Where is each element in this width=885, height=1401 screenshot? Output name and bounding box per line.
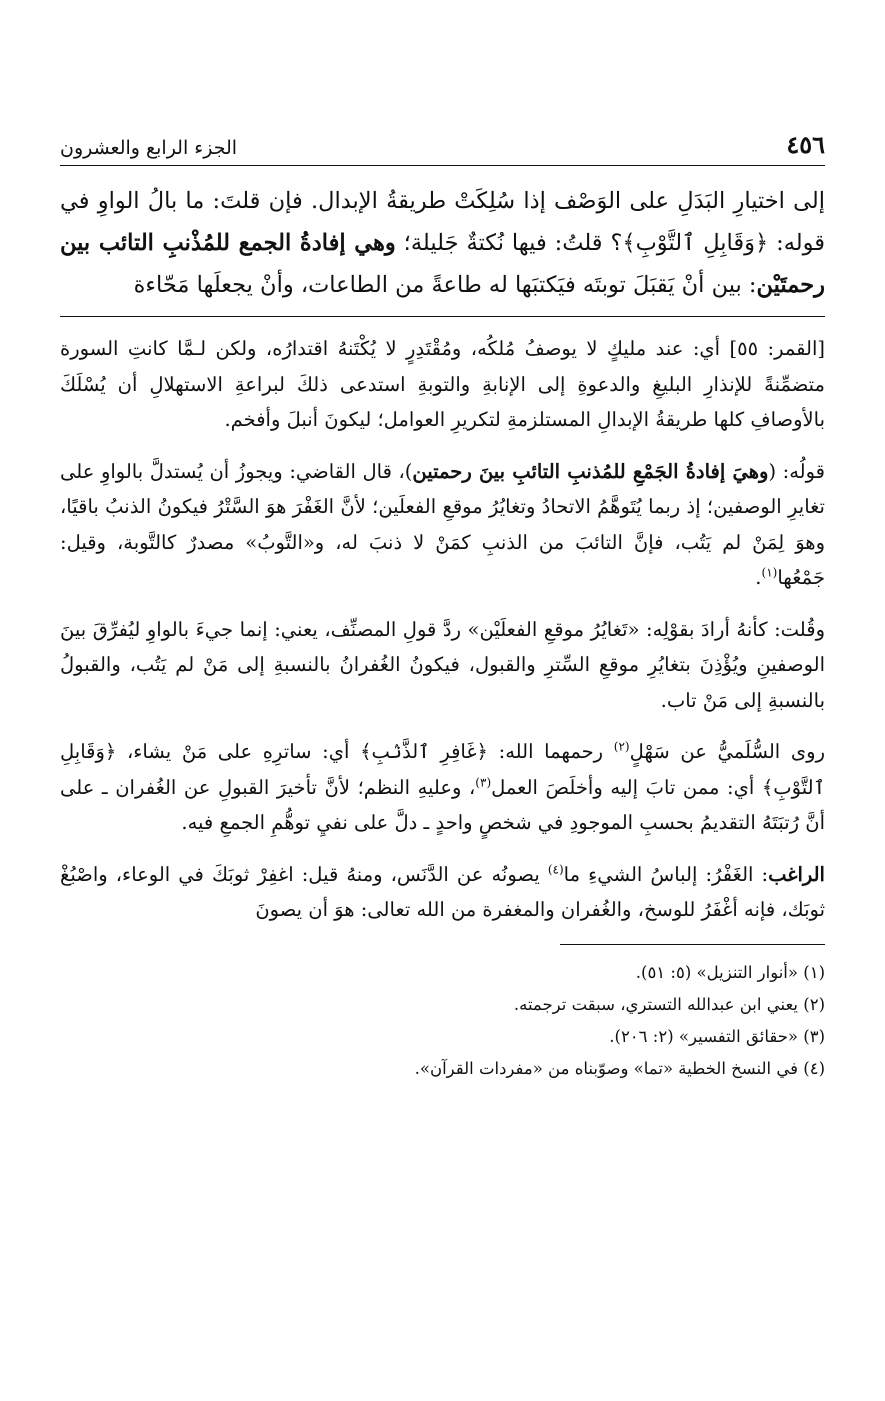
footnote-ref-3: (٣) xyxy=(475,775,492,789)
commentary-p2-end: . xyxy=(755,566,762,589)
commentary-paragraph-2 xyxy=(60,454,825,596)
footnote-ref-4: (٤) xyxy=(547,862,564,876)
commentary-paragraph-5 xyxy=(60,857,825,928)
running-title: الجزء الرابع والعشرون xyxy=(60,137,238,159)
commentary-p4-text: رحمهما الله: ﴿غَافِرِ ٱلذَّنۢبِ﴾ أي: ساترِهِ على مَنْ يشاء، ﴿وَقَابِلِ ٱلتَّوْبِ﴾ أي: ممن تابَ إليه وأخلَصَ العمل xyxy=(60,740,825,799)
footnote-4: (٤) في النسخ الخطية «تما» وصوّبناه من «مفردات القرآن». xyxy=(414,1058,825,1078)
footnote-divider xyxy=(560,944,825,945)
footnote-ref-2: (٢) xyxy=(613,739,630,754)
commentary-p5-text: : الغَفْرُ: إلباسُ الشيءِ ما xyxy=(563,862,769,886)
footnote-ref-1: (١) xyxy=(761,565,778,580)
commentary-p1-text: [القمر: ٥٥] أي: عند مليكٍ لا يوصفُ مُلكُه، ومُقْتَدِرٍ لا يُكْتَنهُ اقتدارُه، ولكن لـمَّا كانتِ السورة متضمِّنةً للإنذارِ البليغِ والدعوةِ إلى الإنابةِ والتوبةِ استدعى ذلكَ لبراعةِ الاستهلالِ أن يُسْلَكَ بالأوصافِ كلها طريقةُ الإبدالِ المستلزمةِ لتكريرِ العوامل؛ ليكونَ أنبلَ وأفخم. xyxy=(60,337,825,431)
commentary-p2-open: قولُه: ( xyxy=(768,459,826,483)
main-text-part-a: إلى اختيارِ البَدَلِ على الوَصْف إذا سُلِكَتْ طريقةُ الإبدال. فإن قلتَ: ما بالُ الواوِ في قوله: ﴿وَقَابِلِ ٱلتَّوْبِ﴾؟ قلتُ: فيها نُكتةٌ جَليلة؛ xyxy=(60,188,825,256)
commentary-p4-end: ، وعليهِ النظم؛ لأنَّ تأخيرَ القبولِ عن الغُفران ـ على أنَّ رُتبَتَهُ التقديمُ بحسبِ الموجودِ في شخصٍ واحدٍ ـ دلَّ على نفيِ توهُّمِ الجمعِ فيه. xyxy=(60,775,825,834)
main-text-emphasis: وهي إفادةُ الجمع للمُذْنبِ التائب بين رحمتَيْن xyxy=(60,230,825,298)
footnote-1: (١) «أنوار التنزيل» (٥: ٥١). xyxy=(635,962,825,982)
commentary-p2-lemma: وهيَ إفادةُ الجَمْعِ للمُذنبِ التائبِ بينَ رحمتين xyxy=(412,459,769,483)
commentary-paragraph-3 xyxy=(60,612,825,719)
commentary-paragraph-1 xyxy=(60,331,825,438)
page xyxy=(60,118,825,1085)
commentary-p3-text: وقُلت: كأنهُ أرادَ بقوْلِه: «تَغايُرُ موقعِ الفعلَيْن» ردَّ قولِ المصنِّف، يعني: إنما جيءَ بالواوِ ليُفرِّقَ بينَ الوصفينِ ويُؤْذِنَ بتغايُرِ موقعِ السِّترِ والقبول، فيكونُ الغُفرانُ بالنسبةِ إلى مَنْ لم يَتُب، والقبولُ بالنسبةِ إلى مَنْ تاب. xyxy=(60,617,825,712)
main-text-part-b: : بين أنْ يَقبَلَ توبتَه فيَكتبَها له طاعةً من الطاعات، وأنْ يجعلَها مَحّاءة xyxy=(133,272,757,298)
text-commentary-divider xyxy=(60,316,825,317)
footnote-2: (٢) يعني ابن عبدالله التستري، سبقت ترجمته. xyxy=(513,994,825,1014)
commentary xyxy=(60,331,825,928)
main-text xyxy=(60,180,825,306)
footnote-3: (٣) «حقائق التفسير» (٢: ٢٠٦). xyxy=(609,1026,825,1046)
commentary-p2-text: )، قال القاضي: ويجوزُ أن يُستدلَّ بالواوِ على تغايرِ الوصفين؛ إذ ربما يُتَوهَّمُ الاتحادُ وتغايُرُ موقعِ الفعلَين؛ لأنَّ الغَفْرَ هوَ السَّتْرُ فيكونُ الذنبُ باقيًا، وهوَ لِمَنْ لم يَتُب، فإنَّ التائبَ من الذنبِ كمَنْ لا ذنبَ له، و«التَّوبُ» مصدرٌ كالتَّوبة، وقيل: جَمْعُها xyxy=(60,459,825,589)
commentary-p4-open: روى السُّلَميُّ عن سَهْلٍ xyxy=(629,740,825,763)
running-head xyxy=(60,118,825,166)
page-number: ٤٥٦ xyxy=(786,130,825,159)
commentary-p5-end: يصونُه عن الدَّنَس، ومنهُ قيل: اغفِرْ ثوبَكَ في الوعاء، واصْبُغْ ثوبَك، فإنه أغْفَرُ للوسخ، والغُفران والمغفرة من الله تعالى: هوَ أن يصونَ xyxy=(60,862,825,921)
footnotes xyxy=(60,957,825,1085)
commentary-p5-lemma: الراغب xyxy=(768,862,825,886)
commentary-paragraph-4 xyxy=(60,734,825,841)
